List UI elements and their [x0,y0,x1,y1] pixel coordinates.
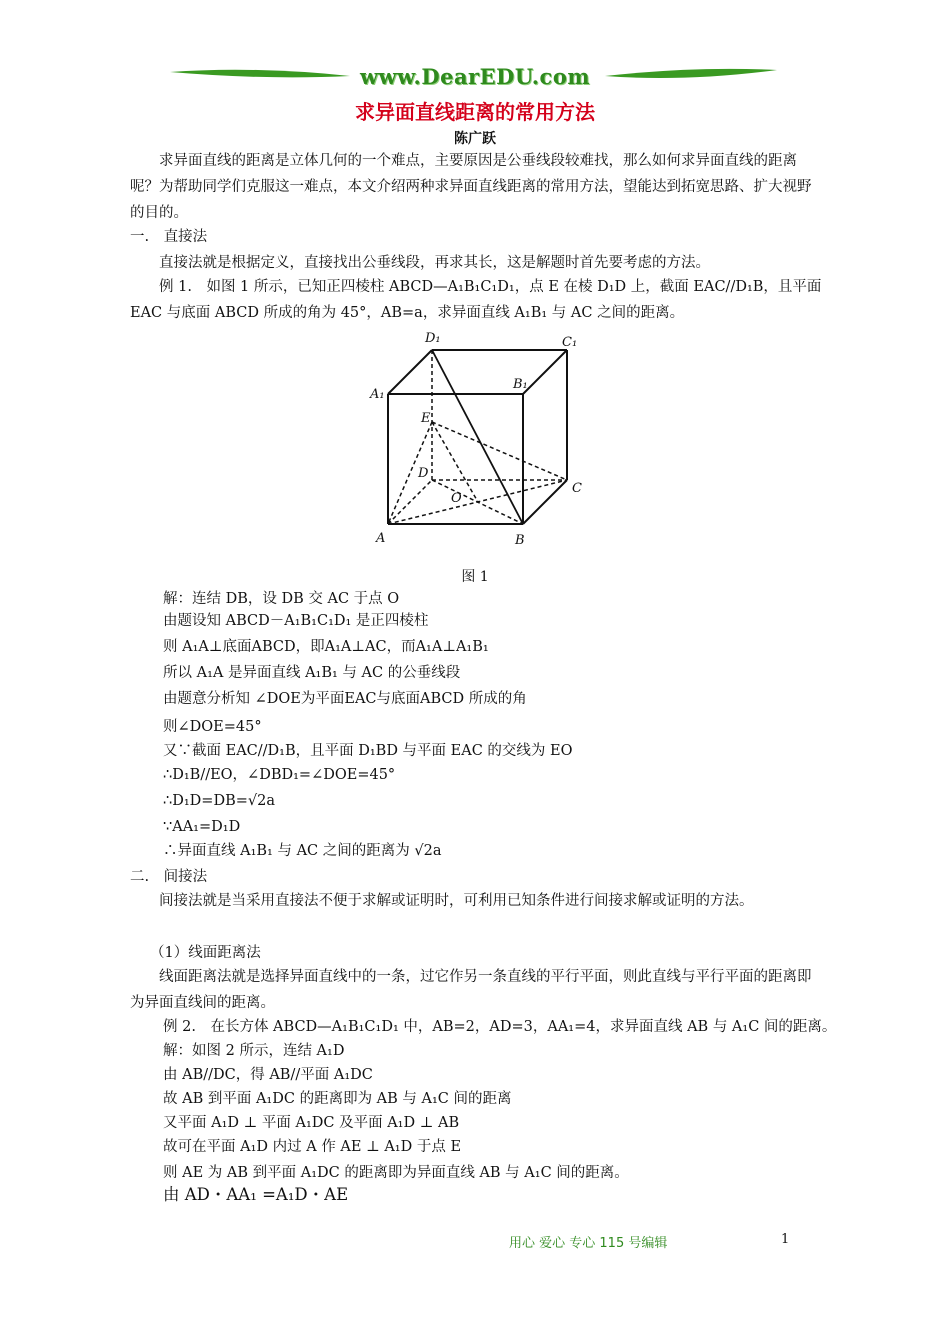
label-d1: D₁ [425,331,441,346]
figure-1-cube-diagram [368,330,598,550]
author-name: 陈广跃 [454,131,496,147]
section2-sub-description: 线面距离法就是选择异面直线中的一条，过它作另一条直线的平行平面，则此直线与平行平面的距离即为异面直线间的距离。 [130,969,812,1011]
solution1-line-8: ∴D₁B//EO，∠DBD₁=∠DOE=45° [163,767,396,783]
site-logo-text: www.DearEDU.com [359,64,591,89]
solution2-line-7: 由 AD・AA₁ =A₁D・AE [163,1185,349,1204]
solution1-line-6: 则∠DOE=45° [163,719,262,735]
section1-description: 直接法就是根据定义，直接找出公垂线段，再求其长，这是解题时首先要考虑的方法。 [159,255,710,271]
solution1-line-5: 由题意分析知 ∠DOE为平面EAC与底面ABCD 所成的角 [163,691,527,707]
page-number: 1 [781,1232,790,1247]
solution1-line-7: 又∵截面 EAC//D₁B，且平面 D₁BD 与平面 EAC 的交线为 EO [163,743,573,759]
solution1-line-1: 解：连结 DB，设 DB 交 AC 于点 O [163,591,400,607]
solution2-line-4: 又平面 A₁D ⊥ 平面 A₁DC 及平面 A₁D ⊥ AB [163,1115,460,1131]
label-a: A [376,531,386,546]
solution1-line-9: ∴D₁D=DB=√2a [163,793,275,809]
solution1-line-2: 由题设知 ABCD－A₁B₁C₁D₁ 是正四棱柱 [163,613,429,629]
line-e-c [432,422,567,480]
section2-heading: 二. 间接法 [130,869,208,885]
label-b1: B₁ [513,377,528,392]
intro-paragraph: 求异面直线的距离是立体几何的一个难点，主要原因是公垂线段较难找，那么如何求异面直线的距离呢？为帮助同学们克服这一难点，本文介绍两种求异面直线距离的常用方法，望能达到拓宽思路、扩大视野的目的。 [130,153,812,221]
line-e-o [432,422,478,502]
label-e: E [421,411,431,426]
solution2-line-2: 由 AB//DC，得 AB//平面 A₁DC [163,1067,373,1083]
section2-sub-heading: （1）线面距离法 [150,945,261,961]
label-b: B [515,533,525,548]
solution1-line-11: ∴异面直线 A₁B₁ 与 AC 之间的距离为 √2a [163,843,442,859]
section2-description: 间接法就是当采用直接法不便于求解或证明时，可利用已知条件进行间接求解或证明的方法。 [159,893,754,909]
solution2-line-3: 故 AB 到平面 A₁DC 的距离即为 AB 与 A₁C 间的距离 [163,1091,512,1107]
example1-text: 例 1. 如图 1 所示，已知正四棱柱 ABCD—A₁B₁C₁D₁，点 E 在棱 D₁D 上，截面 EAC//D₁B，且平面 EAC 与底面 ABCD 所成的角为 45°，AB=a，求异面直线 A₁B₁ 与 AC 之间的距离。 [130,279,822,321]
edge-a1-d1 [388,350,432,394]
label-c1: C₁ [562,335,578,350]
figure-1-caption: 图 1 [461,569,489,585]
edge-a-d [388,480,432,524]
section1-heading: 一. 直接法 [130,229,208,245]
solution2-line-5: 故可在平面 A₁D 内过 A 作 AE ⊥ A₁D 于点 E [163,1139,462,1155]
header-banner [165,62,785,92]
solution2-line-1: 解：如图 2 所示，连结 A₁D [163,1043,345,1059]
edge-b1-c1 [523,350,567,394]
label-d: D [418,466,429,481]
solution1-line-3: 则 A₁A⊥底面ABCD，即A₁A⊥AC，而A₁A⊥A₁B₁ [163,639,489,655]
line-d1-b [432,350,523,524]
label-c: C [572,481,582,496]
page-title: 求异面直线距离的常用方法 [355,100,595,124]
label-a1: A₁ [370,387,385,402]
example2-text: 例 2. 在长方体 ABCD—A₁B₁C₁D₁ 中，AB=2，AD=3，AA₁=4，求异面直线 AB 与 A₁C 间的距离。 [163,1019,837,1035]
edge-b-c [523,480,567,524]
solution1-line-4: 所以 A₁A 是异面直线 A₁B₁ 与 AC 的公垂线段 [163,665,461,681]
solution2-line-6: 则 AE 为 AB 到平面 A₁DC 的距离即为异面直线 AB 与 A₁C 间的距离。 [163,1165,629,1181]
solution1-line-10: ∵AA₁=D₁D [163,819,241,835]
label-o: O [451,491,462,506]
footer-note: 用心 爱心 专心 115 号编辑 [509,1236,668,1251]
